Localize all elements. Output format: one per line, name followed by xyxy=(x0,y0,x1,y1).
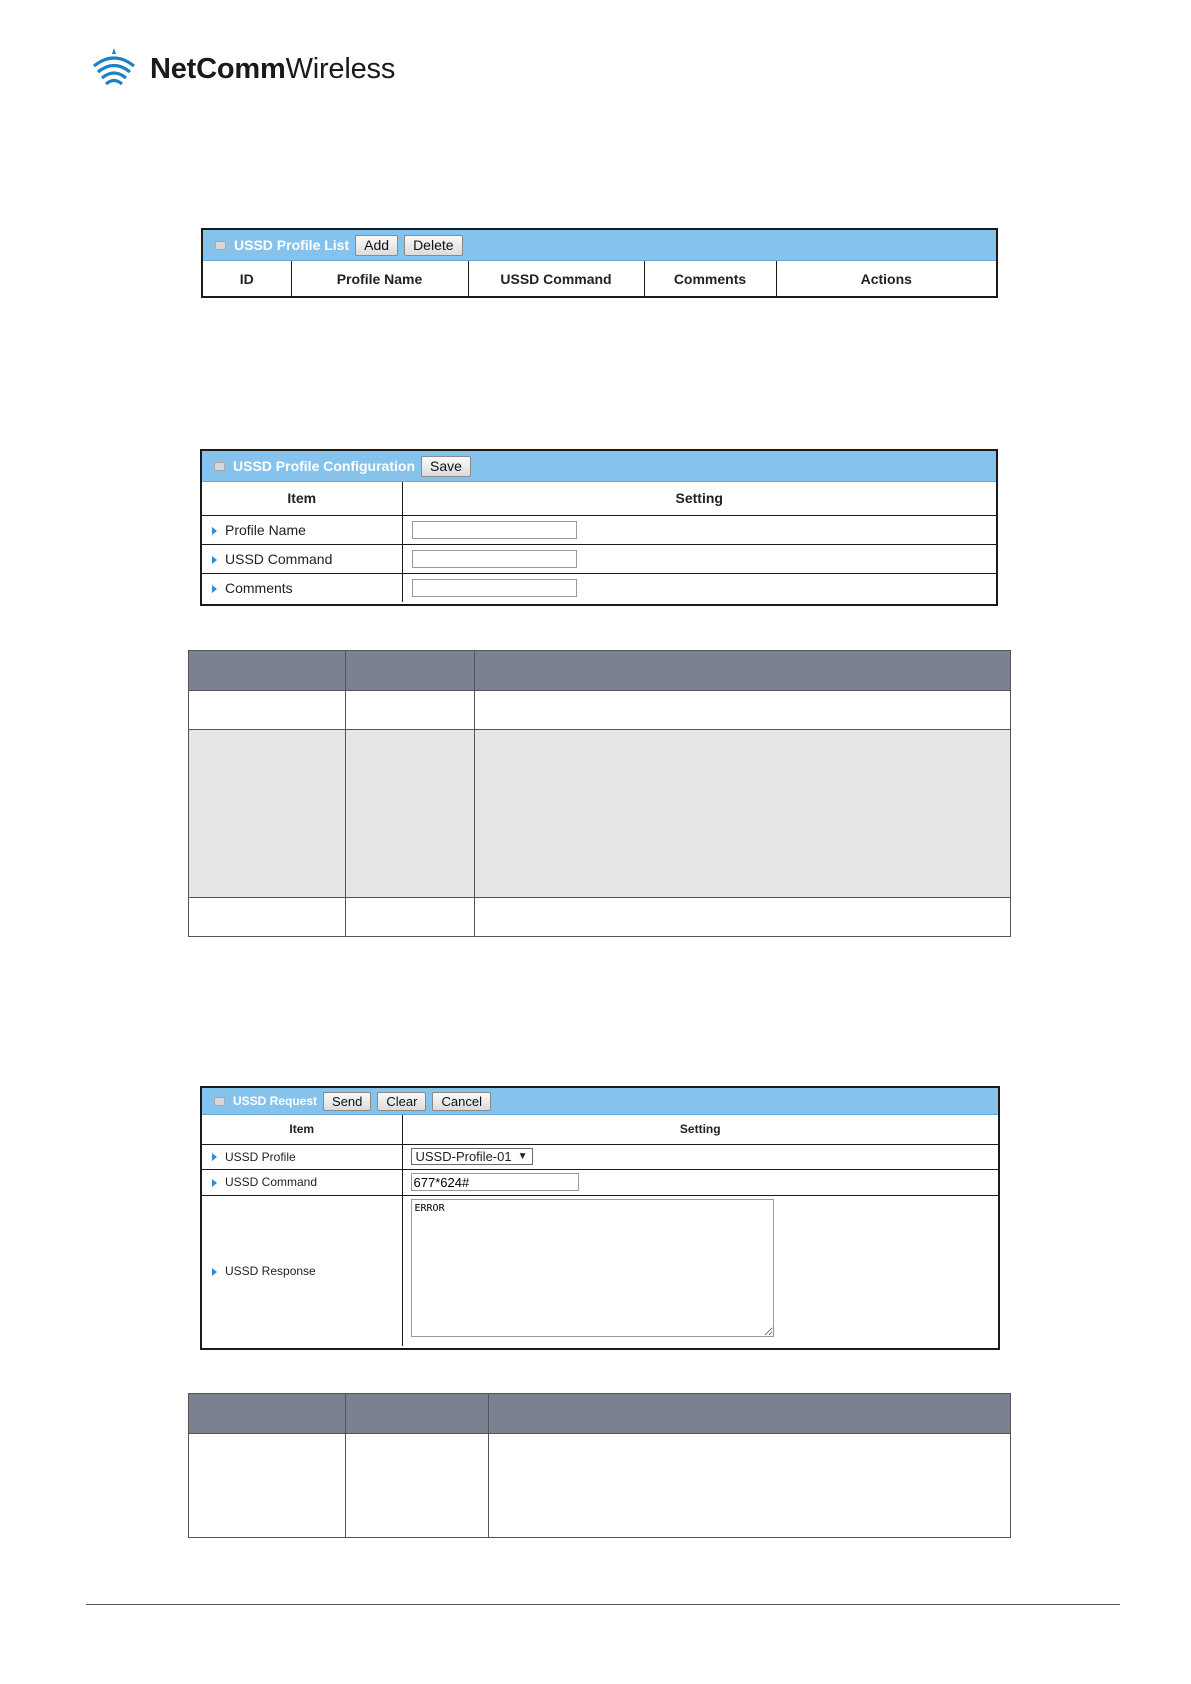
chevron-down-icon: ▼ xyxy=(517,1151,528,1162)
config-row-profile-name xyxy=(202,515,996,544)
request-row-ussd-response xyxy=(202,1195,998,1346)
profile-list-table xyxy=(203,261,996,296)
column-header-item: Item xyxy=(202,1115,402,1144)
row-label xyxy=(202,544,402,573)
brand-name-bold: NetComm xyxy=(150,52,286,85)
ussd-request-panel xyxy=(200,1086,1000,1350)
bullet-arrow-icon xyxy=(212,1268,217,1276)
panel-header xyxy=(203,230,996,261)
profile-config-table xyxy=(202,482,996,602)
panel-header xyxy=(202,1088,998,1115)
row-label-text: USSD Response xyxy=(225,1263,316,1278)
bullet-arrow-icon xyxy=(212,556,217,564)
ussd-profile-list-panel xyxy=(201,228,998,298)
bullet-arrow-icon xyxy=(212,585,217,593)
column-header-id: ID xyxy=(203,261,291,296)
ussd-response-textarea[interactable] xyxy=(411,1199,774,1337)
table-header-row xyxy=(189,651,1011,691)
document-table-1 xyxy=(188,650,1011,937)
column-header-setting: Setting xyxy=(402,1115,998,1144)
row-label xyxy=(202,1144,402,1169)
row-label xyxy=(202,573,402,602)
panel-header xyxy=(202,451,996,482)
add-button[interactable]: Add xyxy=(355,235,398,256)
panel-bullet-icon xyxy=(214,1097,225,1106)
brand-name-light: Wireless xyxy=(285,52,396,85)
panel-bullet-icon xyxy=(215,241,226,250)
row-label-text: USSD Profile xyxy=(225,1149,296,1164)
ussd-profile-select[interactable] xyxy=(411,1148,533,1165)
ussd-request-table xyxy=(202,1115,998,1346)
document-table-2 xyxy=(188,1393,1011,1538)
table-row xyxy=(189,898,1011,937)
cancel-button[interactable]: Cancel xyxy=(432,1092,490,1111)
row-label xyxy=(202,515,402,544)
column-header-profile-name: Profile Name xyxy=(291,261,468,296)
column-header-item: Item xyxy=(202,482,402,515)
bullet-arrow-icon xyxy=(212,527,217,535)
panel-title: USSD Profile List xyxy=(234,237,350,253)
footer-divider xyxy=(86,1604,1120,1605)
column-header-setting: Setting xyxy=(402,482,996,515)
table-header-row xyxy=(189,1394,1011,1434)
table-row xyxy=(189,1434,1011,1538)
wireless-signal-icon xyxy=(88,46,140,92)
bullet-arrow-icon xyxy=(212,1179,217,1187)
ussd-profile-selected-value: USSD-Profile-01 xyxy=(415,1149,512,1164)
request-row-ussd-command xyxy=(202,1169,998,1195)
config-row-ussd-command xyxy=(202,544,996,573)
netcomm-logo xyxy=(88,44,395,94)
profile-name-input[interactable] xyxy=(412,521,577,539)
panel-bullet-icon xyxy=(214,462,225,471)
ussd-profile-configuration-panel xyxy=(200,449,998,606)
ussd-command-input[interactable] xyxy=(412,550,577,568)
row-label-text: USSD Command xyxy=(225,550,333,567)
brand-name xyxy=(150,53,395,86)
row-label-text: Comments xyxy=(225,579,293,596)
config-row-comments xyxy=(202,573,996,602)
column-header-ussd-command: USSD Command xyxy=(468,261,644,296)
send-button[interactable]: Send xyxy=(323,1092,371,1111)
comments-input[interactable] xyxy=(412,579,577,597)
column-header-actions: Actions xyxy=(860,270,912,287)
delete-button[interactable]: Delete xyxy=(404,235,462,256)
ussd-command-input[interactable] xyxy=(411,1173,579,1191)
request-row-ussd-profile xyxy=(202,1144,998,1169)
row-label xyxy=(202,1169,402,1195)
row-label xyxy=(202,1195,402,1346)
row-label-text: USSD Command xyxy=(225,1175,318,1189)
panel-title: USSD Request xyxy=(233,1094,318,1108)
column-header-comments: Comments xyxy=(644,261,776,296)
row-label-text: Profile Name xyxy=(225,521,306,538)
clear-button[interactable]: Clear xyxy=(377,1092,426,1111)
bullet-arrow-icon xyxy=(212,1153,217,1161)
panel-title: USSD Profile Configuration xyxy=(233,458,415,474)
table-row xyxy=(189,691,1011,730)
save-button[interactable]: Save xyxy=(421,456,471,477)
table-row xyxy=(189,730,1011,898)
